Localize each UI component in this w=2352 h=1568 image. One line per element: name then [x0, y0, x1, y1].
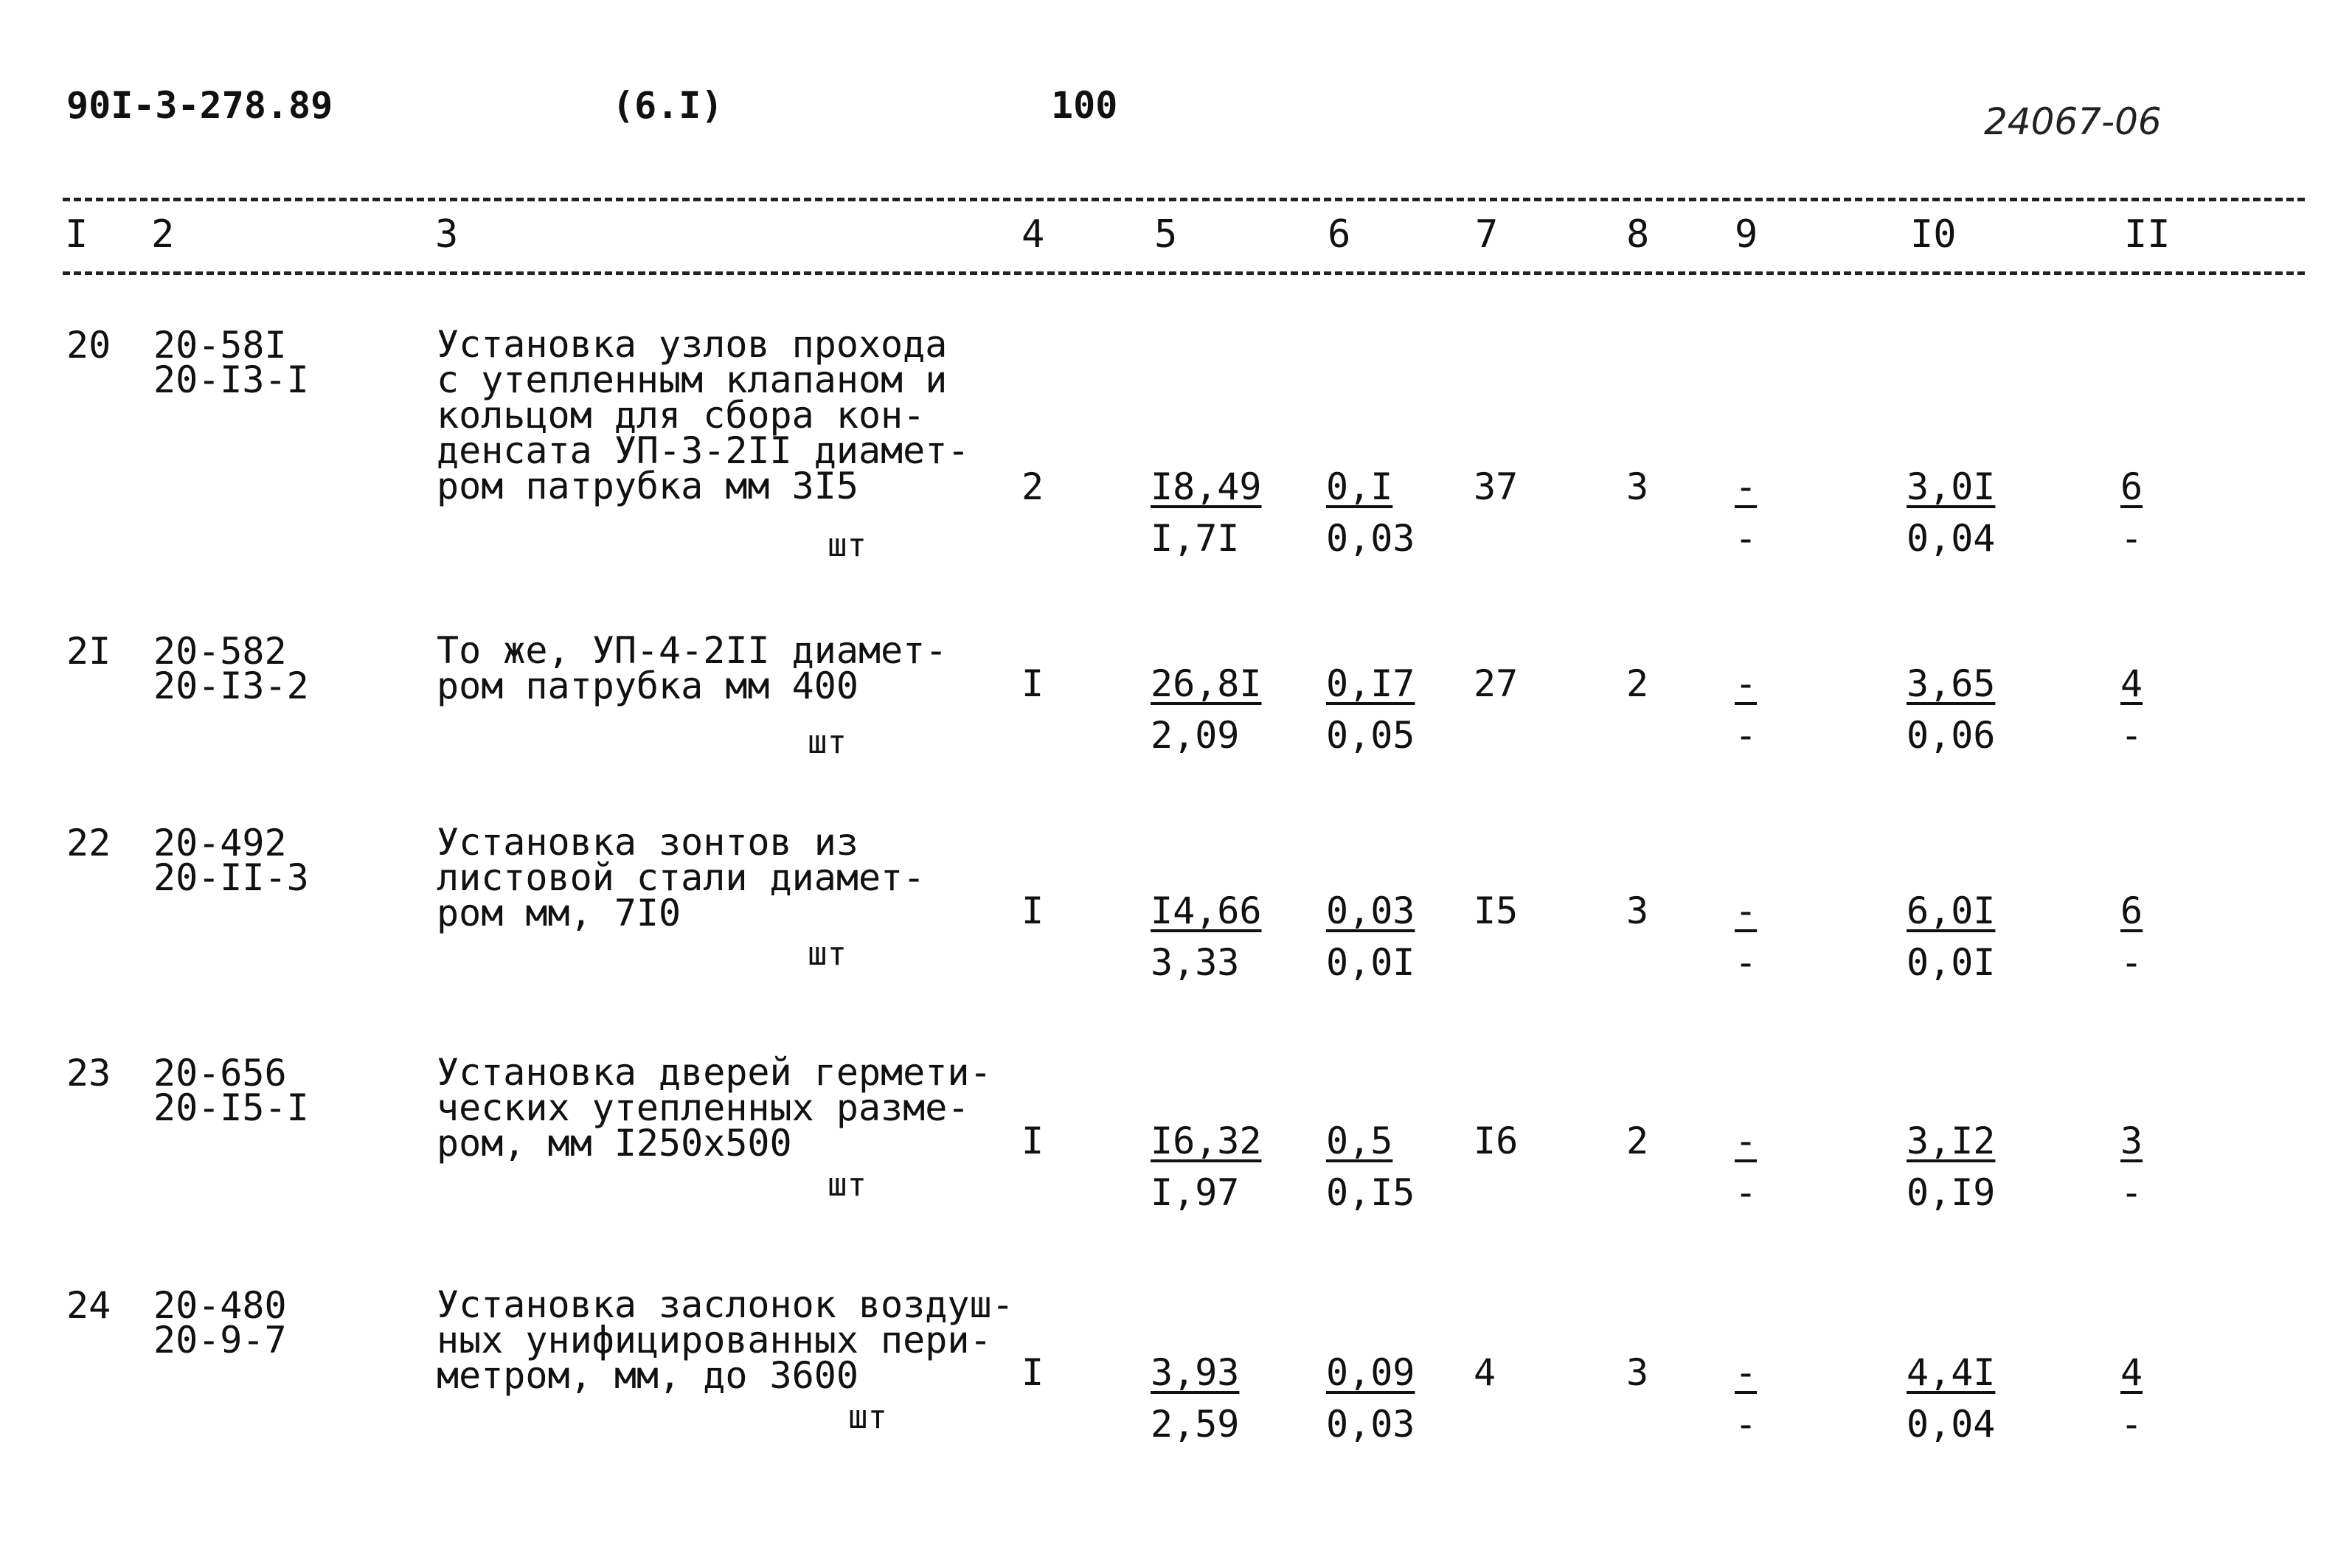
col7-value: 27	[1474, 662, 1519, 705]
col10-bottom: 0,04	[1907, 517, 1996, 560]
col6-top: 0,I7	[1326, 662, 1415, 705]
unit-label: шт	[808, 935, 847, 973]
col6-bottom: 0,05	[1326, 714, 1415, 757]
col8-value: 2	[1626, 662, 1649, 705]
description-line: ром патрубка мм 3I5	[437, 465, 858, 507]
col10-top: 6,0I	[1907, 889, 1996, 932]
handwritten-reference: 24067-06	[1984, 100, 2162, 143]
col11-bottom: -	[2120, 1171, 2143, 1214]
col11-bottom: -	[2120, 941, 2143, 984]
code-secondary: 20-I3-2	[153, 665, 309, 707]
column-header-6: 6	[1328, 212, 1351, 257]
col7-value: I6	[1474, 1120, 1519, 1162]
col5-bottom: I,97	[1151, 1171, 1240, 1214]
col9-top: -	[1735, 889, 1758, 932]
col9-top: -	[1735, 1351, 1758, 1394]
unit-label: шт	[828, 1166, 867, 1204]
page-number: 100	[1051, 84, 1118, 127]
col10-top: 3,I2	[1907, 1120, 1996, 1162]
col11-top: 6	[2120, 465, 2143, 508]
description-line: Установка узлов прохода	[437, 323, 948, 366]
column-header-1: I	[65, 212, 89, 257]
col6-bottom: 0,0I	[1326, 941, 1415, 984]
header-top-rule	[63, 198, 2305, 201]
code-secondary: 20-II-3	[153, 856, 309, 899]
description-line: ческих утепленных разме-	[437, 1086, 970, 1129]
col7-value: 4	[1474, 1351, 1496, 1394]
col10-bottom: 0,04	[1907, 1403, 1996, 1446]
col5-bottom: 2,59	[1151, 1403, 1240, 1446]
col10-top: 3,0I	[1907, 465, 1996, 508]
column-header-2: 2	[151, 212, 175, 257]
column-header-11: II	[2124, 212, 2171, 257]
col9-top: -	[1735, 1120, 1758, 1162]
quantity: 2	[1021, 465, 1044, 508]
column-header-9: 9	[1735, 212, 1758, 257]
col11-top: 3	[2120, 1120, 2143, 1162]
col5-bottom: 2,09	[1151, 714, 1240, 757]
col9-top: -	[1735, 465, 1758, 508]
col9-top: -	[1735, 662, 1758, 705]
column-header-3: 3	[435, 212, 459, 257]
column-header-8: 8	[1626, 212, 1650, 257]
code-primary: 20-492	[153, 822, 287, 864]
col9-bottom: -	[1735, 941, 1758, 984]
description-line: Установка заслонок воздуш-	[437, 1283, 1014, 1326]
description-line: Установка дверей гермети-	[437, 1051, 992, 1094]
row-number: 23	[66, 1052, 111, 1095]
col5-top: I8,49	[1151, 465, 1262, 508]
section-number: (6.I)	[612, 84, 724, 127]
quantity: I	[1021, 1351, 1044, 1394]
quantity: I	[1021, 889, 1044, 932]
col11-top: 6	[2120, 889, 2143, 932]
col6-bottom: 0,I5	[1326, 1171, 1415, 1214]
col11-top: 4	[2120, 662, 2143, 705]
code-secondary: 20-I3-I	[153, 358, 309, 401]
code-secondary: 20-9-7	[153, 1319, 287, 1361]
column-header-5: 5	[1154, 212, 1178, 257]
col11-bottom: -	[2120, 714, 2143, 757]
col9-bottom: -	[1735, 714, 1758, 757]
col9-bottom: -	[1735, 1403, 1758, 1446]
row-number: 24	[66, 1284, 111, 1327]
description-line: денсата УП-3-2II диамет-	[437, 429, 970, 472]
code-primary: 20-582	[153, 630, 287, 673]
col5-bottom: I,7I	[1151, 517, 1240, 560]
description-line: с утепленным клапаном и	[437, 358, 948, 401]
col9-bottom: -	[1735, 1171, 1758, 1214]
description-line: ром, мм I250x500	[437, 1122, 792, 1165]
col8-value: 3	[1626, 1351, 1649, 1394]
description-line: листовой стали диамет-	[437, 856, 926, 899]
document-code: 90I-3-278.89	[66, 84, 333, 127]
row-number: 2I	[66, 630, 111, 673]
unit-label: шт	[808, 724, 847, 761]
col8-value: 3	[1626, 465, 1649, 508]
col8-value: 3	[1626, 889, 1649, 932]
row-number: 20	[66, 324, 111, 367]
description-line: кольцом для сбора кон-	[437, 394, 926, 437]
col5-top: I6,32	[1151, 1120, 1262, 1162]
description-line: Установка зонтов из	[437, 821, 858, 864]
col6-top: 0,03	[1326, 889, 1415, 932]
col9-bottom: -	[1735, 517, 1758, 560]
col10-top: 4,4I	[1907, 1351, 1996, 1394]
col10-bottom: 0,0I	[1907, 941, 1996, 984]
col5-bottom: 3,33	[1151, 941, 1240, 984]
column-header-10: I0	[1910, 212, 1957, 257]
col5-top: 3,93	[1151, 1351, 1240, 1394]
description-line: ных унифицированных пери-	[437, 1319, 992, 1361]
col11-bottom: -	[2120, 1403, 2143, 1446]
col7-value: 37	[1474, 465, 1519, 508]
col6-bottom: 0,03	[1326, 1403, 1415, 1446]
col11-bottom: -	[2120, 517, 2143, 560]
code-primary: 20-480	[153, 1284, 287, 1327]
code-primary: 20-58I	[153, 324, 287, 367]
column-header-7: 7	[1475, 212, 1499, 257]
description-line: ром мм, 7I0	[437, 892, 681, 934]
description-line: То же, УП-4-2II диамет-	[437, 629, 948, 672]
col11-top: 4	[2120, 1351, 2143, 1394]
quantity: I	[1021, 662, 1044, 705]
code-secondary: 20-I5-I	[153, 1086, 309, 1129]
header-bottom-rule	[63, 271, 2305, 275]
col7-value: I5	[1474, 889, 1519, 932]
col10-top: 3,65	[1907, 662, 1996, 705]
unit-label: шт	[828, 527, 867, 564]
col10-bottom: 0,06	[1907, 714, 1996, 757]
row-number: 22	[66, 822, 111, 864]
col5-top: I4,66	[1151, 889, 1262, 932]
code-primary: 20-656	[153, 1052, 287, 1095]
col5-top: 26,8I	[1151, 662, 1262, 705]
col6-bottom: 0,03	[1326, 517, 1415, 560]
col6-top: 0,5	[1326, 1120, 1393, 1162]
col6-top: 0,I	[1326, 465, 1393, 508]
quantity: I	[1021, 1120, 1044, 1162]
unit-label: шт	[848, 1398, 887, 1436]
description-line: ром патрубка мм 400	[437, 665, 858, 707]
column-header-4: 4	[1021, 212, 1045, 257]
col6-top: 0,09	[1326, 1351, 1415, 1394]
col8-value: 2	[1626, 1120, 1649, 1162]
description-line: метром, мм, до 3600	[437, 1354, 858, 1397]
col10-bottom: 0,I9	[1907, 1171, 1996, 1214]
